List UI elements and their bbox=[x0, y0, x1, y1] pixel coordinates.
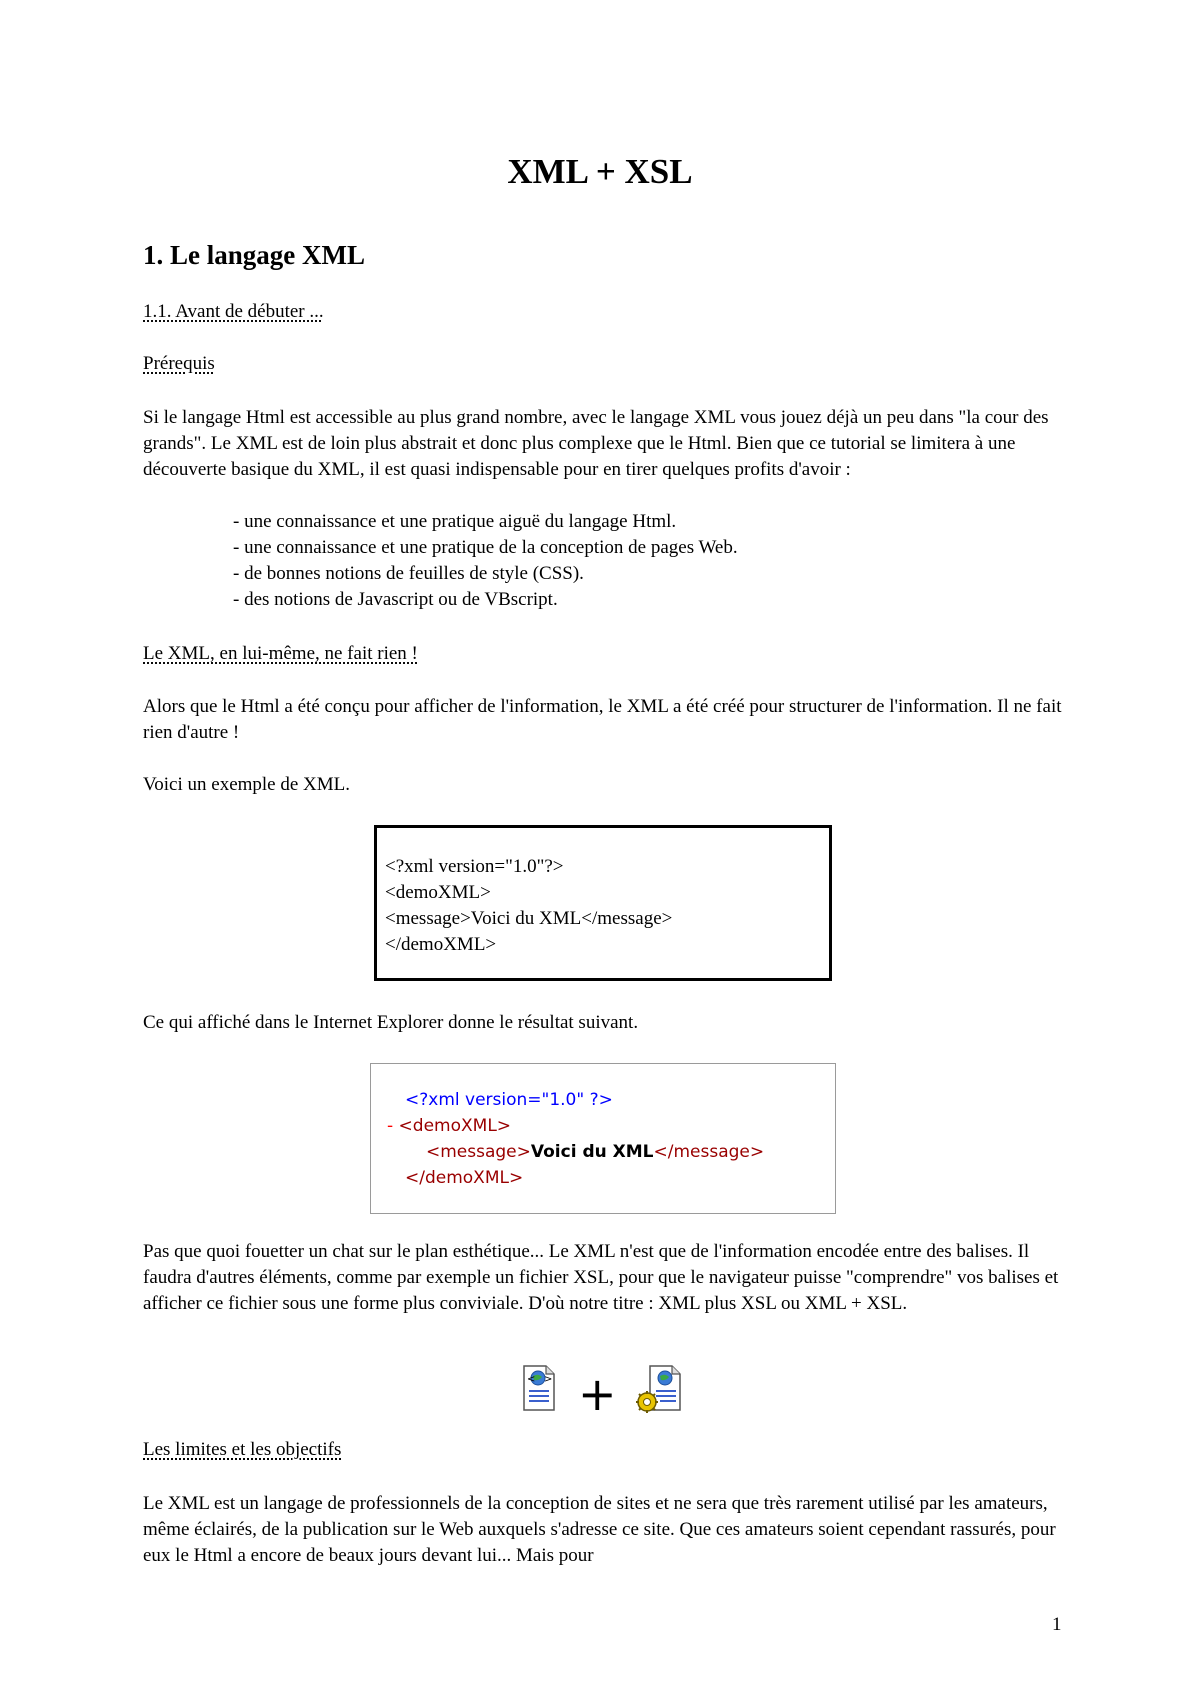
code-line: <demoXML> bbox=[385, 882, 491, 903]
subheading-avant: 1.1. Avant de débuter ... bbox=[143, 301, 324, 322]
ie-line-declaration bbox=[371, 1087, 835, 1113]
page-number: 1 bbox=[1052, 1614, 1062, 1635]
svg-text:<: < bbox=[527, 1374, 536, 1385]
paragraph-ie: Ce qui affiché dans le Internet Explorer donne le résultat suivant. bbox=[143, 1012, 639, 1033]
subheading-rien: Le XML, en lui-même, ne fait rien ! bbox=[143, 643, 418, 664]
paragraph-fouetter: Pas que quoi fouetter un chat sur le plan esthétique... Le XML n'est que de l'information encodée entre des balises. Il faudra d'autres éléments, comme par exemple un fichier XSL, pour que le navigateur puisse "comprendre" vos balises et afficher ce fichier sous une forme plus conviviale. D'où notre titre : XML plus XSL ou XML + XSL. bbox=[143, 1241, 1059, 1314]
open-tag: <demoXML> bbox=[398, 1116, 512, 1136]
paragraph-limites: Le XML est un langage de professionnels de la conception de sites et ne sera que très rarement utilisé par les amateurs, même éclairés, de la publication sur le Web auxquels s'adresse ce site. Que ces amateurs soient cependant rassurés, pour eux le Html a encore de beaux jours devant lui... Mais pour bbox=[143, 1493, 1056, 1566]
xml-file-icon bbox=[524, 1366, 554, 1410]
ie-line-message bbox=[371, 1139, 835, 1165]
code-line: <?xml version="1.0"?> bbox=[385, 856, 564, 877]
prerequisites-list bbox=[233, 509, 738, 613]
paragraph-exemple: Voici un exemple de XML. bbox=[143, 774, 351, 795]
paragraph-prerequis: Si le langage Html est accessible au plus grand nombre, avec le langage XML vous jouez déjà un peu dans "la cour des grands". Le XML est de loin plus abstrait et donc plus complexe que le Html. Bien que ce tutorial se limitera à une découverte basique du XML, il est quasi indispensable pour en tirer quelques profits d'avoir : bbox=[143, 407, 1049, 480]
ie-line-open bbox=[371, 1113, 835, 1139]
section-heading-1: 1. Le langage XML bbox=[143, 240, 365, 270]
code-line: </demoXML> bbox=[385, 934, 497, 955]
icons-svg bbox=[520, 1364, 690, 1414]
close-tag: </demoXML> bbox=[405, 1168, 524, 1188]
document-title: XML + XSL bbox=[507, 152, 693, 191]
subheading-prerequis: Prérequis bbox=[143, 353, 215, 374]
code-line: <message>Voici du XML</message> bbox=[385, 908, 673, 929]
message-text: Voici du XML bbox=[530, 1142, 654, 1162]
collapse-toggle[interactable]: - bbox=[387, 1116, 394, 1136]
message-open-tag: <message> bbox=[426, 1142, 531, 1162]
list-item: - une connaissance et une pratique de la conception de pages Web. bbox=[233, 537, 738, 558]
subheading-limites: Les limites et les objectifs bbox=[143, 1439, 342, 1460]
list-item: - des notions de Javascript ou de VBscript. bbox=[233, 589, 558, 610]
xml-code-box bbox=[374, 825, 832, 981]
list-item: - une connaissance et une pratique aiguë du langage Html. bbox=[233, 511, 677, 532]
xml-declaration: <?xml version="1.0" ?> bbox=[405, 1090, 613, 1110]
list-item: - de bonnes notions de feuilles de style (CSS). bbox=[233, 563, 584, 584]
xsl-file-icon bbox=[636, 1366, 680, 1413]
ie-line-close bbox=[371, 1165, 835, 1191]
ie-render-box bbox=[370, 1063, 836, 1214]
message-close-tag: </message> bbox=[653, 1142, 765, 1162]
paragraph-rien: Alors que le Html a été conçu pour afficher de l'information, le XML a été créé pour structurer de l'information. Il ne fait rien d'autre ! bbox=[143, 696, 1062, 743]
plus-sign: + bbox=[578, 1367, 617, 1414]
svg-text:>: > bbox=[544, 1374, 553, 1385]
xml-plus-xsl-icons bbox=[520, 1364, 690, 1414]
